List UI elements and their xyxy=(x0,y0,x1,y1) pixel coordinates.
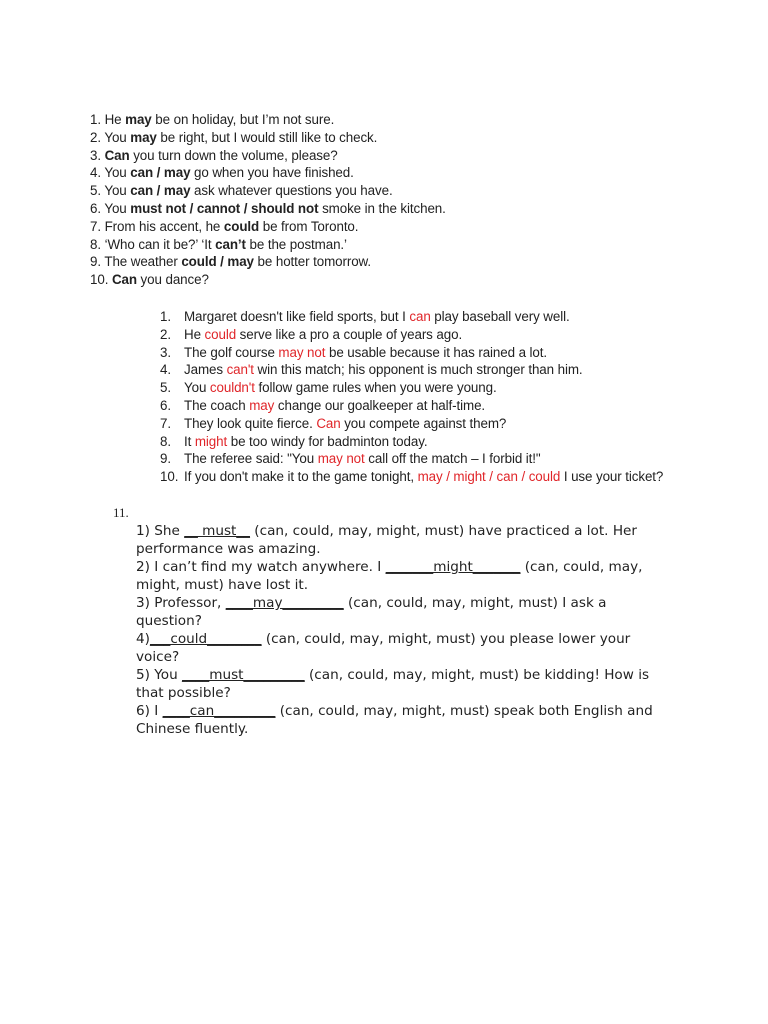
exercise-1-list xyxy=(90,111,446,289)
sentence-text: play baseball very well. xyxy=(430,309,570,324)
item-number: 4. xyxy=(90,165,105,181)
item-number: 5. xyxy=(90,183,105,199)
sentence-text: you compete against them? xyxy=(340,415,507,431)
sentence-line xyxy=(160,361,680,379)
answer-red: couldn't xyxy=(209,380,255,396)
sentence-text: You xyxy=(184,380,210,396)
item-number: 8. xyxy=(90,236,105,252)
sentence-line xyxy=(90,200,446,218)
sentence-text: be on holiday, but I’m not sure. xyxy=(151,112,335,127)
sentence-text: You xyxy=(104,129,131,145)
sentence-text: be from Toronto. xyxy=(259,218,359,234)
sentence-text: If you don't make it to the game tonight, xyxy=(184,469,418,485)
item-number: 2. xyxy=(90,129,105,145)
answer-red: may xyxy=(249,397,275,413)
answer-blank: __ must__ xyxy=(184,523,250,539)
answer-bold: can / may xyxy=(130,165,191,181)
sentence-line xyxy=(160,397,680,415)
sentence-line xyxy=(160,450,680,468)
sentence-line xyxy=(160,344,680,362)
item-number: 10. xyxy=(90,272,112,288)
sentence-line xyxy=(160,379,680,397)
answer-bold: Can xyxy=(111,272,137,288)
answer-red: can't xyxy=(226,362,254,378)
sentence-text: Margaret doesn't like field sports, but I xyxy=(184,309,410,324)
sentence-text: be hotter tomorrow. xyxy=(253,254,371,270)
item-number: 3. xyxy=(160,344,171,360)
sentence-line xyxy=(90,111,446,129)
sentence-text: You xyxy=(104,183,131,199)
answer-red: may not xyxy=(317,451,365,467)
item-number: 10. xyxy=(160,469,179,485)
sentence-line xyxy=(90,129,446,147)
answer-bold: must not / cannot / should not xyxy=(130,200,319,216)
sentence-text: serve like a pro a couple of years ago. xyxy=(236,326,463,342)
answer-bold: could / may xyxy=(181,254,254,270)
sentence-text: be usable because it has rained a lot. xyxy=(325,344,548,360)
question-text: 6) I xyxy=(136,703,163,719)
question-text: 3) Professor, xyxy=(136,595,226,611)
sentence-line xyxy=(90,164,446,182)
answer-red: can xyxy=(409,309,431,324)
sentence-text: I use your ticket? xyxy=(560,469,664,485)
question-line xyxy=(136,630,656,666)
sentence-text: You xyxy=(104,200,131,216)
sentence-text: you dance? xyxy=(136,272,209,288)
item-number: 7. xyxy=(160,415,171,431)
sentence-text: The referee said: "You xyxy=(184,451,318,467)
item-number: 6. xyxy=(160,397,171,413)
sentence-text: be right, but I would still like to check. xyxy=(156,129,378,145)
question-text: (can, could, may, might, must) have practiced a lot. Her performance was amazing. xyxy=(136,523,637,557)
item-number: 1. xyxy=(90,112,105,127)
answer-bold: can / may xyxy=(130,183,191,199)
sentence-line xyxy=(160,326,680,344)
sentence-text: ‘Who can it be?’ ‘It xyxy=(104,236,216,252)
sentence-body xyxy=(184,361,680,379)
answer-bold: Can xyxy=(104,147,130,163)
sentence-line xyxy=(160,468,680,486)
sentence-line xyxy=(90,271,446,289)
answer-bold: may xyxy=(130,129,157,145)
sentence-text: He xyxy=(104,112,126,127)
sentence-body xyxy=(184,433,680,451)
sentence-text: It xyxy=(184,433,195,449)
answer-bold: can’t xyxy=(215,236,246,252)
sentence-text: ask whatever questions you have. xyxy=(190,183,393,199)
question-text: 1) She xyxy=(136,523,185,539)
question-line xyxy=(136,594,656,630)
sentence-line xyxy=(90,147,446,165)
question-line xyxy=(136,522,656,558)
sentence-text: you turn down the volume, please? xyxy=(129,147,338,163)
question-text: (can, could, may, might, must) I ask a question? xyxy=(136,595,607,629)
exercise-3-list xyxy=(136,522,656,738)
sentence-text: You xyxy=(104,165,131,181)
question-text: 4) xyxy=(136,631,150,647)
answer-blank: ____may_________ xyxy=(225,595,344,611)
answer-blank: ____can_________ xyxy=(162,703,276,719)
answer-bold: could xyxy=(223,218,260,234)
item-number: 3. xyxy=(90,147,105,163)
item-number: 7. xyxy=(90,218,105,234)
sentence-body xyxy=(184,468,680,486)
sentence-body xyxy=(184,415,680,433)
sentence-text: From his accent, he xyxy=(104,218,224,234)
question-text: (can, could, may, might, must) be kidding! How is that possible? xyxy=(136,667,650,701)
sentence-text: smoke in the kitchen. xyxy=(318,200,446,216)
answer-red: may / might / can / could xyxy=(417,469,561,485)
answer-blank: _______might_______ xyxy=(385,559,521,575)
question-text: (can, could, may, might, must) have lost it. xyxy=(136,559,643,593)
sentence-body xyxy=(184,308,680,326)
sentence-body xyxy=(184,379,680,397)
item-number: 9. xyxy=(90,254,105,270)
sentence-text: be the postman.’ xyxy=(245,236,347,252)
sentence-text: The weather xyxy=(104,254,182,270)
sentence-text: They look quite fierce. xyxy=(184,415,317,431)
answer-red: might xyxy=(194,433,228,449)
sentence-text: go when you have finished. xyxy=(190,165,354,181)
sentence-body xyxy=(184,450,680,468)
question-text: (can, could, may, might, must) speak both English and Chinese fluently. xyxy=(136,703,653,737)
question-text: (can, could, may, might, must) you please lower your voice? xyxy=(136,631,631,665)
sentence-text: He xyxy=(184,326,205,342)
sentence-text: call off the match – I forbid it!" xyxy=(364,451,541,467)
sentence-line xyxy=(160,415,680,433)
exercise-3-number: 11. xyxy=(113,505,129,520)
question-text: 5) You xyxy=(136,667,183,683)
answer-red: may not xyxy=(278,344,326,360)
sentence-line xyxy=(90,218,446,236)
answer-red: could xyxy=(204,326,237,342)
answer-bold: may xyxy=(125,112,152,127)
item-number: 6. xyxy=(90,200,105,216)
question-line xyxy=(136,558,656,594)
question-text: 2) I can’t find my watch anywhere. I xyxy=(136,559,386,575)
sentence-line xyxy=(160,433,680,451)
sentence-text: The coach xyxy=(184,397,250,413)
answer-blank: ____must_________ xyxy=(182,667,305,683)
answer-blank: ___could________ xyxy=(149,631,262,647)
sentence-text: James xyxy=(184,362,227,378)
item-number: 1. xyxy=(160,309,171,324)
sentence-body xyxy=(184,344,680,362)
question-line xyxy=(136,666,656,702)
sentence-line xyxy=(90,253,446,271)
item-number: 2. xyxy=(160,326,171,342)
sentence-text: be too windy for badminton today. xyxy=(227,433,428,449)
sentence-body xyxy=(184,397,680,415)
item-number: 5. xyxy=(160,380,171,396)
sentence-text: win this match; his opponent is much stronger than him. xyxy=(253,362,583,378)
question-line xyxy=(136,702,656,738)
sentence-text: follow game rules when you were young. xyxy=(254,380,497,396)
item-number: 8. xyxy=(160,433,171,449)
item-number: 9. xyxy=(160,451,171,467)
sentence-body xyxy=(184,326,680,344)
item-number: 4. xyxy=(160,362,171,378)
answer-red: Can xyxy=(316,415,341,431)
sentence-text: The golf course xyxy=(184,344,279,360)
sentence-line xyxy=(90,182,446,200)
exercise-2-list xyxy=(160,308,680,486)
sentence-line xyxy=(160,308,680,326)
sentence-text: change our goalkeeper at half-time. xyxy=(274,397,486,413)
sentence-line xyxy=(90,236,446,254)
